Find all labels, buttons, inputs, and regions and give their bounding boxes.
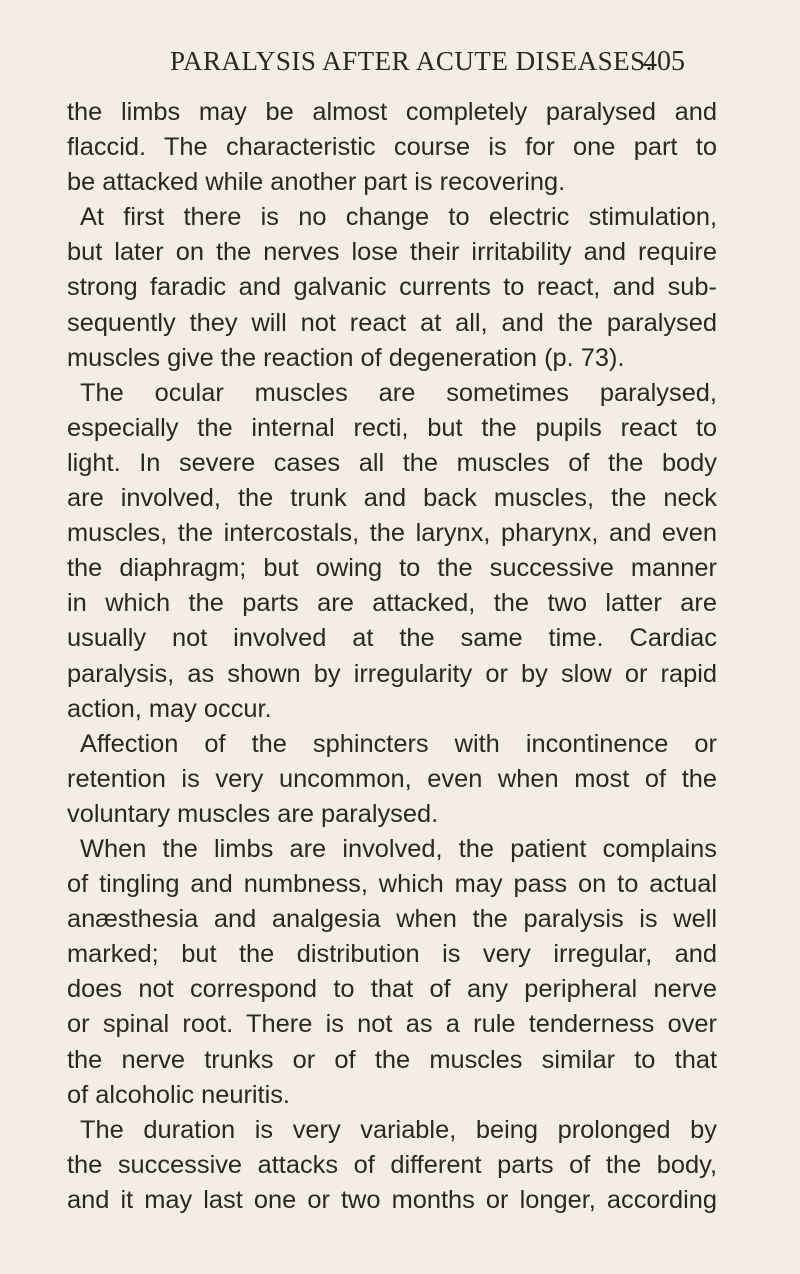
text-line: the nerve trunks or of the muscles similar to that: [67, 1045, 717, 1074]
text-line: or spinal root. There is not as a rule tenderness over: [67, 1010, 717, 1039]
text-line: and it may last one or two months or longer, according: [67, 1185, 717, 1214]
text-line: especially the internal recti, but the pupils react to: [67, 413, 717, 442]
text-line: The duration is very variable, being prolonged by: [80, 1115, 717, 1144]
text-line: strong faradic and galvanic currents to react, and sub-: [67, 273, 717, 302]
body-text: [67, 95, 717, 1218]
text-line: retention is very uncommon, even when most of the: [67, 764, 717, 793]
text-line: marked; but the distribution is very irregular, and: [67, 940, 717, 969]
text-line: be attacked while another part is recovering.: [67, 168, 566, 197]
text-line: but later on the nerves lose their irritability and require: [67, 238, 717, 267]
text-line: action, may occur.: [67, 694, 272, 723]
text-line: in which the parts are attacked, the two latter are: [67, 589, 717, 618]
text-line: are involved, the trunk and back muscles, the neck: [67, 484, 717, 513]
text-line: the successive attacks of different parts of the body,: [67, 1150, 717, 1179]
text-line: voluntary muscles are paralysed.: [67, 799, 439, 828]
text-line: the limbs may be almost completely paralysed and: [67, 98, 717, 126]
text-line: At first there is no change to electric stimulation,: [80, 203, 717, 232]
text-line: usually not involved at the same time. Cardiac: [67, 624, 717, 653]
text-line: The ocular muscles are sometimes paralysed,: [80, 378, 717, 407]
text-line: muscles, the intercostals, the larynx, pharynx, and even: [67, 519, 717, 548]
running-head: PARALYSIS AFTER ACUTE DISEASES.: [170, 46, 653, 76]
page-number: 405: [643, 46, 685, 77]
text-line: light. In severe cases all the muscles of the body: [67, 448, 717, 477]
text-line: of alcoholic neuritis.: [67, 1080, 290, 1109]
text-line: of tingling and numbness, which may pass on to actual: [67, 870, 717, 899]
page-header: [170, 38, 730, 78]
text-line: muscles give the reaction of degeneration (p. 73).: [67, 343, 625, 372]
text-line: sequently they will not react at all, and the paralysed: [67, 308, 717, 337]
text-line: When the limbs are involved, the patient complains: [80, 834, 717, 863]
text-line: anæsthesia and analgesia when the paralysis is well: [67, 905, 717, 934]
text-line: flaccid. The characteristic course is for one part to: [67, 133, 717, 162]
text-line: Affection of the sphincters with incontinence or: [80, 729, 717, 758]
text-line: the diaphragm; but owing to the successive manner: [67, 554, 717, 583]
text-line: paralysis, as shown by irregularity or by slow or rapid: [67, 659, 717, 688]
text-line: does not correspond to that of any peripheral nerve: [67, 975, 717, 1004]
